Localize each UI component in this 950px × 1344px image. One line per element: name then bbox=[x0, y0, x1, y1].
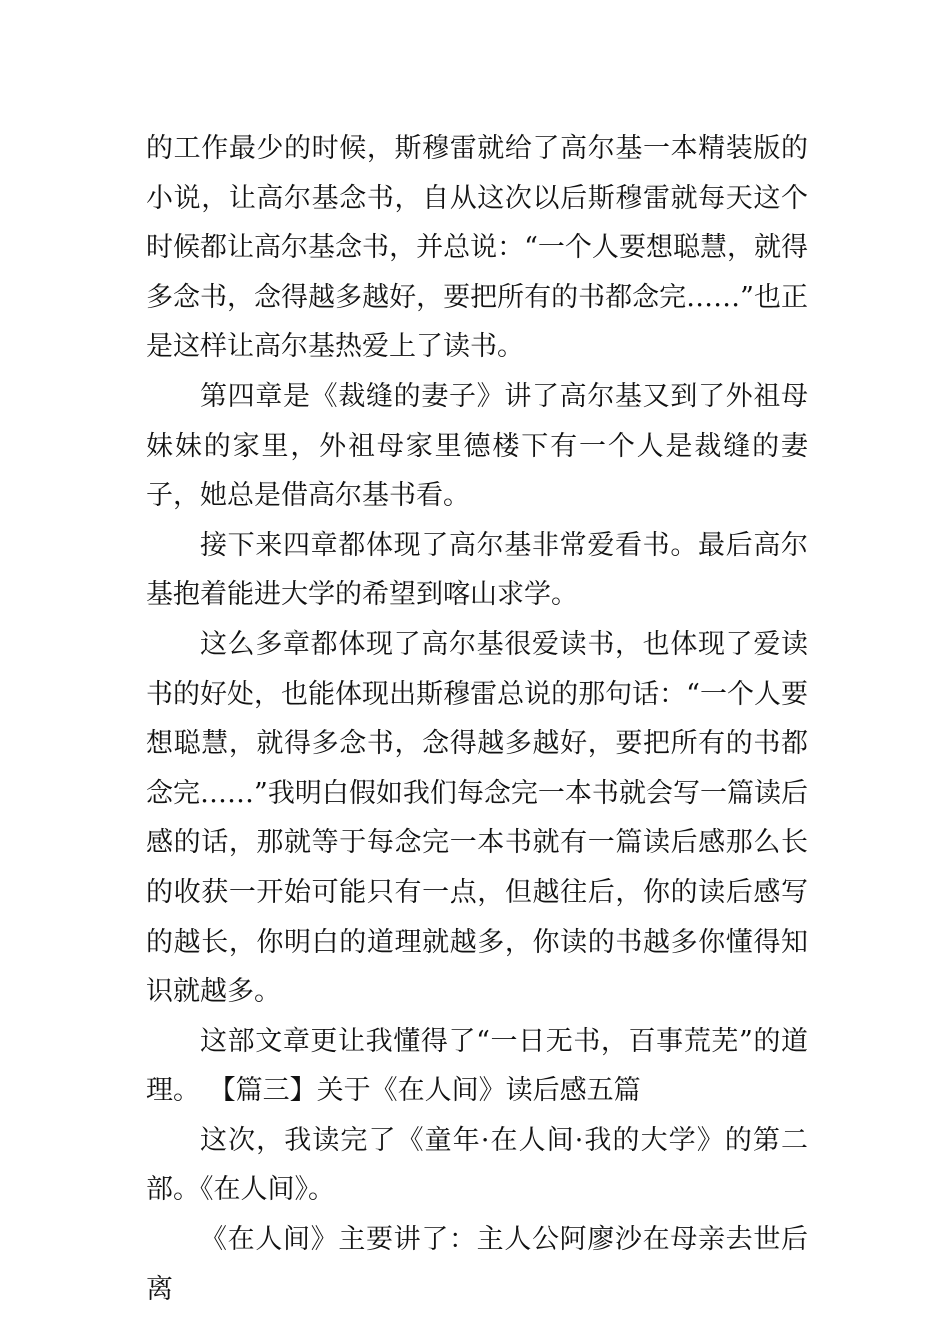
document-body bbox=[146, 124, 808, 1314]
paragraph-6: 这次，我读完了《童年·在人间·我的大学》的第二部。《在人间》。 bbox=[146, 1124, 808, 1206]
paragraph-4: 这么多章都体现了高尔基很爱读书，也体现了爱读书的好处，也能体现出斯穆雷总说的那句话：“一个人要想聪慧，就得多念书，念得越多越好，要把所有的书都念完……”我明白假如我们每念完一本书就会写一篇读后感的话，那就等于每念完一本书就有一篇读后感那么长的收获一开始可能只有一点，但越往后，你的读后感写的越长，你明白的道理就越多，你读的书越多你懂得知识就越多。 bbox=[146, 628, 808, 1008]
paragraph-3: 接下来四章都体现了高尔基非常爱看书。最后高尔基抱着能进大学的希望到喀山求学。 bbox=[146, 529, 808, 611]
paragraph-7: 《在人间》主要讲了：主人公阿廖沙在母亲去世后离 bbox=[146, 1224, 808, 1305]
paragraph-1: 的工作最少的时候，斯穆雷就给了高尔基一本精装版的小说，让高尔基念书，自从这次以后斯穆雷就每天这个时候都让高尔基念书，并总说：“一个人要想聪慧，就得多念书，念得越多越好，要把所有的书都念完……”也正是这样让高尔基热爱上了读书。 bbox=[146, 133, 808, 363]
paragraph-2: 第四章是《裁缝的妻子》讲了高尔基又到了外祖母妹妹的家里，外祖母家里德楼下有一个人是裁缝的妻子，她总是借高尔基书看。 bbox=[146, 380, 808, 512]
paragraph-5: 这部文章更让我懂得了“一日无书，百事荒芜”的道理。 【篇三】关于《在人间》读后感五篇 bbox=[146, 1025, 808, 1107]
